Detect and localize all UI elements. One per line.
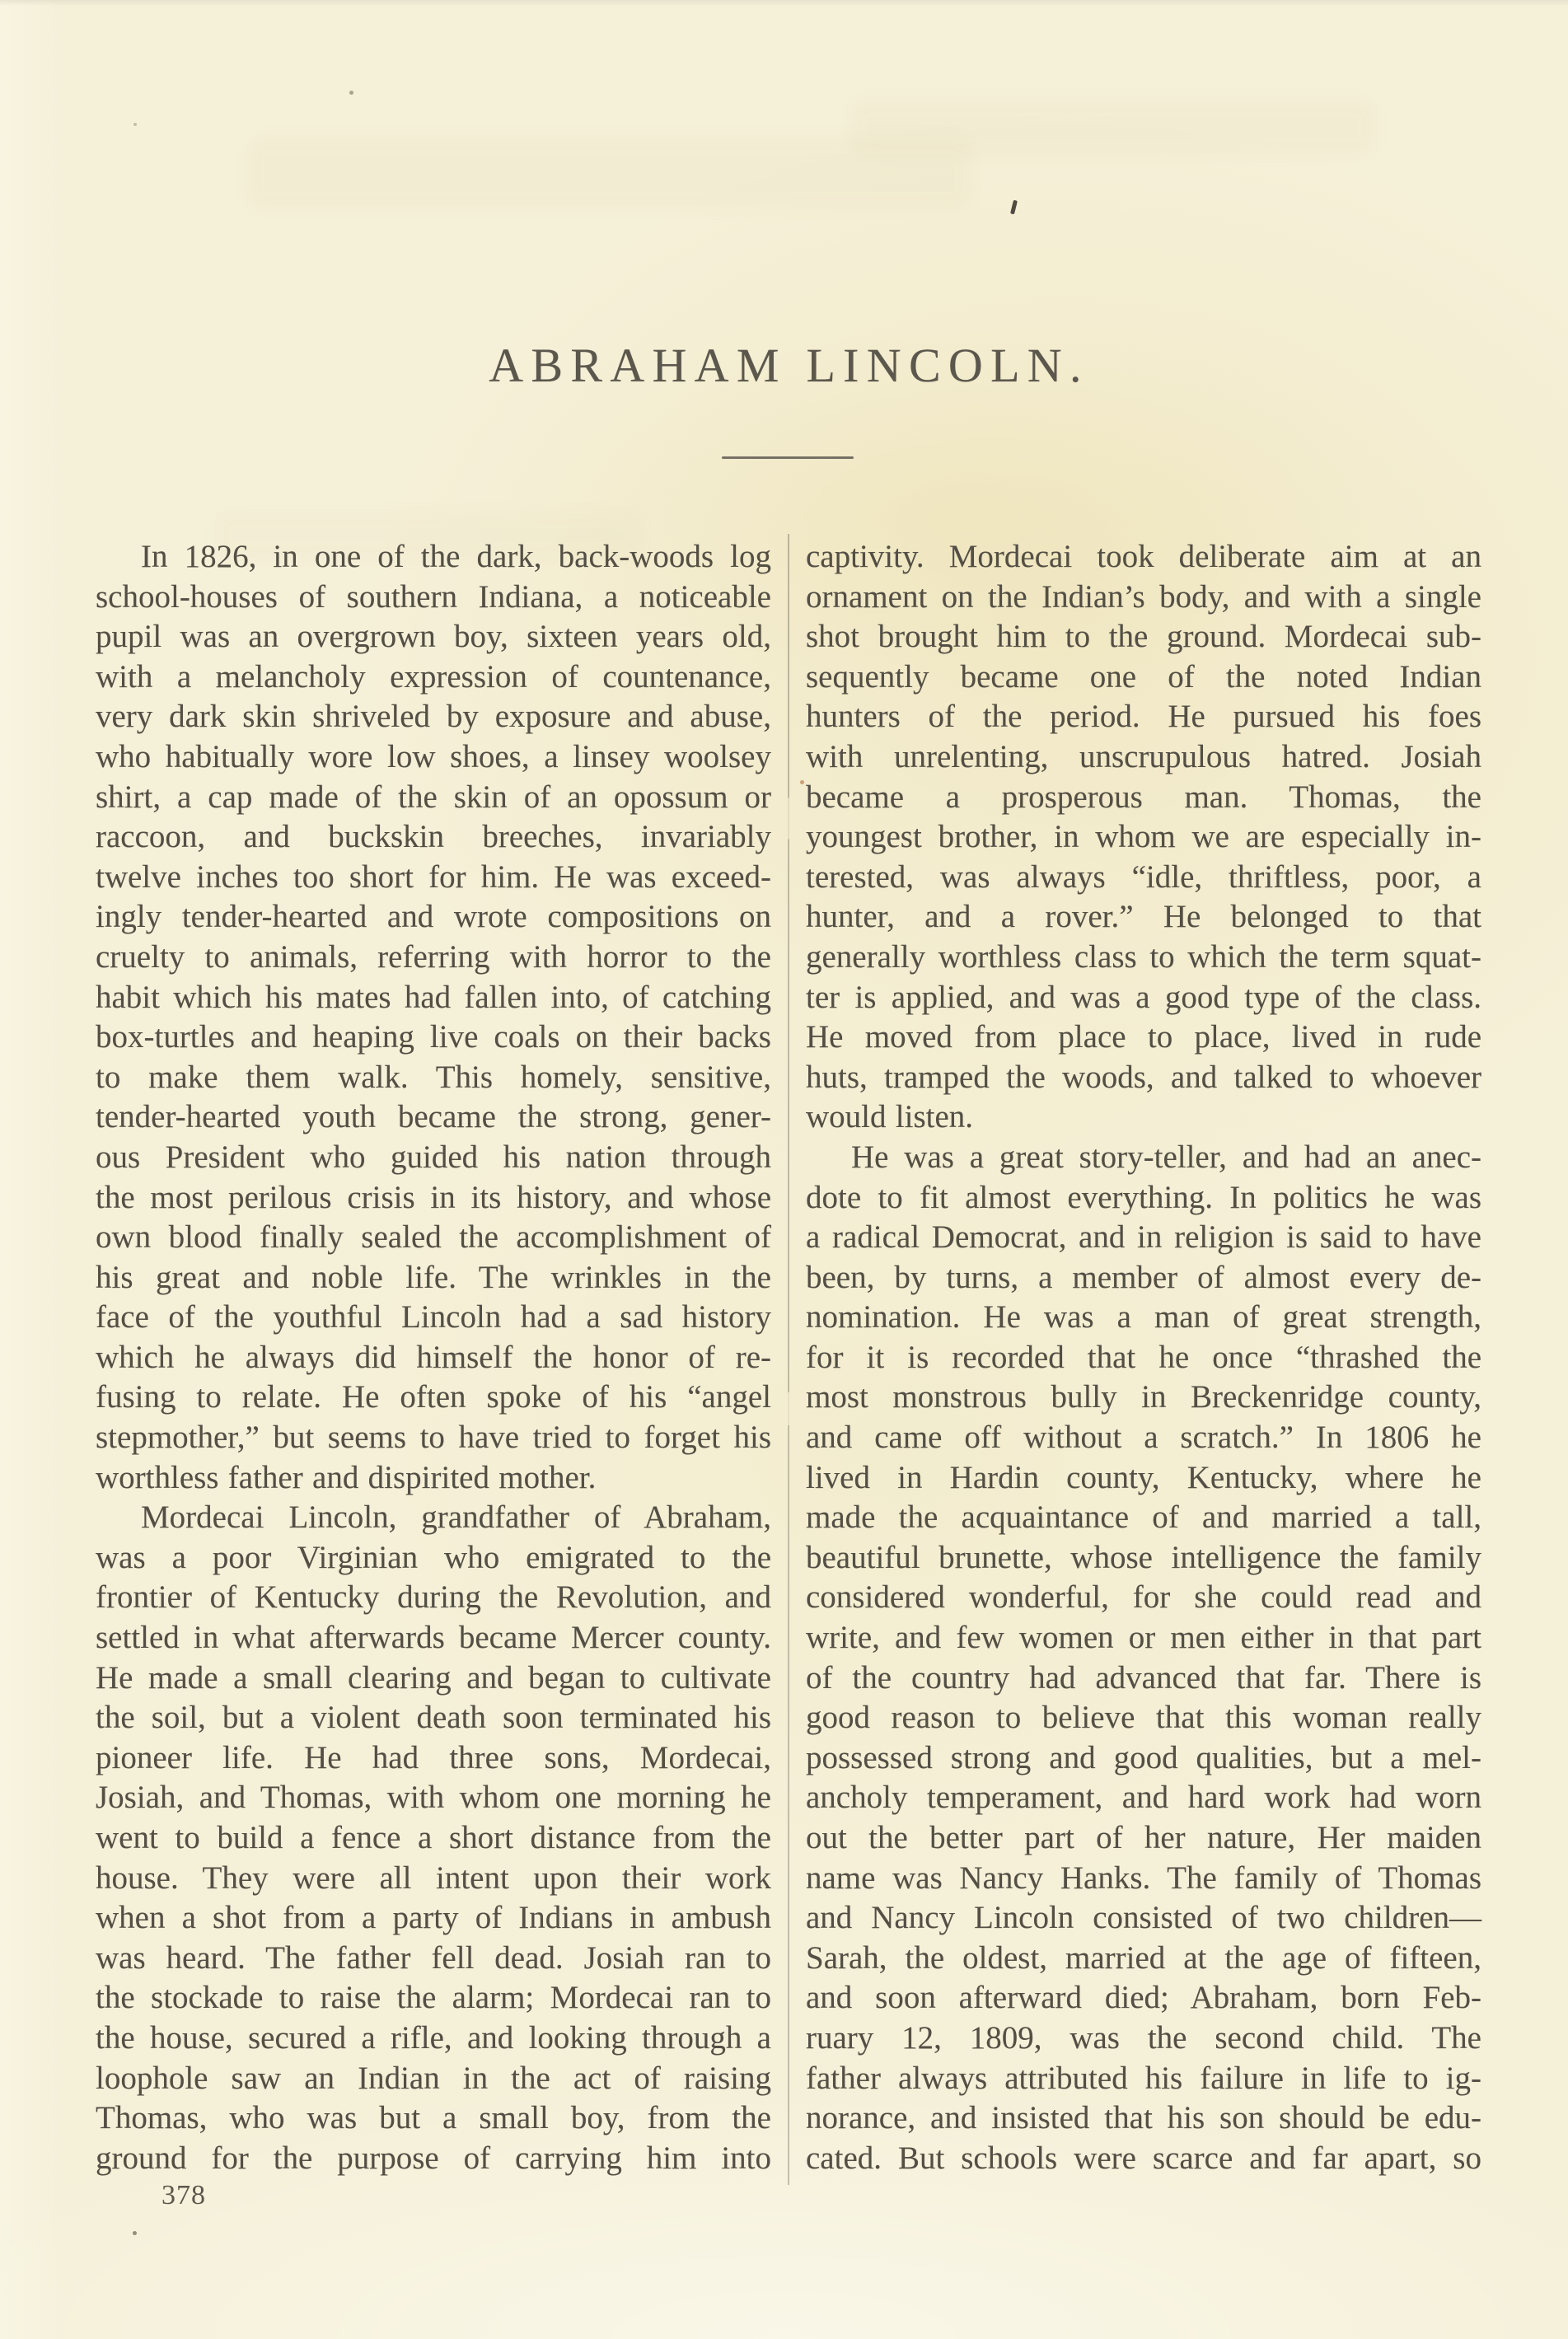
text-line: and soon afterward died; Abraham, born Feb- (806, 1980, 1481, 2016)
text-line: generally worthless class to which the term squat- (806, 938, 1481, 975)
text-line: He moved from place to place, lived in rude (806, 1019, 1481, 1055)
text-line: In 1826, in one of the dark, back-woods log (141, 539, 771, 574)
article-title: ABRAHAM LINCOLN. (489, 339, 1089, 392)
text-line: pupil was an overgrown boy, sixteen years old, (96, 619, 771, 655)
text-line: norance, and insisted that his son should be edu- (806, 2100, 1481, 2136)
text-line: who habitually wore low shoes, a linsey woolsey (96, 738, 771, 774)
text-line: became a prosperous man. Thomas, the (806, 779, 1481, 815)
text-line: made the acquaintance of and married a tall, (806, 1499, 1481, 1536)
text-line: tender-hearted youth became the strong, gener- (96, 1099, 771, 1135)
text-line: beautiful brunette, whose intelligence the family (806, 1539, 1481, 1575)
paper-speck (133, 123, 137, 126)
text-line: ornament on the Indian’s body, and with a single (806, 578, 1481, 615)
text-line: Thomas, who was but a small boy, from the (96, 2100, 771, 2136)
column-divider-rule (788, 534, 789, 2185)
text-line: ground for the purpose of carrying him into (96, 2140, 771, 2176)
text-line: Mordecai Lincoln, grandfather of Abraham, (141, 1499, 771, 1536)
text-line: frontier of Kentucky during the Revolution, and (96, 1579, 771, 1616)
text-line: terested, was always “idle, thriftless, poor, a (806, 858, 1481, 895)
text-line: was a poor Virginian who emigrated to the (96, 1539, 771, 1575)
text-line: He was a great story-teller, and had an anec- (851, 1139, 1481, 1175)
text-line: when a shot from a party of Indians in ambush (96, 1900, 771, 1936)
text-line: Josiah, and Thomas, with whom one morning he (96, 1780, 771, 1816)
paper-speck (800, 780, 804, 784)
text-line: father always attributed his failure in life to ig- (806, 2060, 1481, 2096)
text-line: sequently became one of the noted Indian (806, 658, 1481, 695)
paper-speck (133, 2231, 137, 2235)
text-line: been, by turns, a member of almost every de- (806, 1259, 1481, 1295)
text-line: his great and noble life. The wrinkles in the (96, 1259, 771, 1295)
text-line: a radical Democrat, and in religion is said to have (806, 1219, 1481, 1256)
text-line: ancholy temperament, and hard work had worn (806, 1780, 1481, 1816)
text-line: the most perilous crisis in its history, and whose (96, 1179, 771, 1215)
text-line: loophole saw an Indian in the act of raising (96, 2060, 771, 2096)
text-line: house. They were all intent upon their work (96, 1860, 771, 1896)
text-line: ous President who guided his nation through (96, 1139, 771, 1175)
show-through-smudge (849, 99, 1376, 157)
left-column (96, 537, 771, 2178)
text-line: raccoon, and buckskin breeches, invariably (96, 819, 771, 855)
text-line: very dark skin shriveled by exposure and abuse, (96, 699, 771, 735)
text-line: ingly tender-hearted and wrote compositions on (96, 899, 771, 935)
text-line: own blood finally sealed the accomplishment of (96, 1219, 771, 1256)
text-line: the soil, but a violent death soon terminated his (96, 1700, 771, 1736)
text-line: youngest brother, in whom we are especially in- (806, 819, 1481, 855)
title-rule (722, 456, 854, 459)
text-line: would listen. (806, 1099, 974, 1135)
text-line: the stockade to raise the alarm; Mordecai ran to (96, 1980, 771, 2016)
text-line: for it is recorded that he once “thrashed the (806, 1339, 1481, 1375)
text-line: with a melancholy expression of countenance, (96, 658, 771, 695)
text-line: hunter, and a rover.” He belonged to that (806, 899, 1481, 935)
text-line: twelve inches too short for him. He was exceed- (96, 858, 771, 895)
text-line: huts, tramped the woods, and talked to whoever (806, 1059, 1481, 1095)
text-line: of the country had advanced that far. There is (806, 1659, 1481, 1696)
text-line: name was Nancy Hanks. The family of Thomas (806, 1860, 1481, 1896)
text-line: the house, secured a rifle, and looking through a (96, 2019, 771, 2056)
text-line: Sarah, the oldest, married at the age of fifteen, (806, 1939, 1481, 1976)
text-line: settled in what afterwards became Mercer county. (96, 1620, 771, 1656)
text-line: went to build a fence a short distance from the (96, 1820, 771, 1855)
text-line: nomination. He was a man of great strength, (806, 1299, 1481, 1336)
text-line: cated. But schools were scarce and far apart, so (806, 2140, 1481, 2176)
text-line: ter is applied, and was a good type of the class. (806, 979, 1481, 1015)
text-line: school-houses of southern Indiana, a noticeable (96, 578, 771, 615)
right-column (806, 537, 1481, 2178)
text-line: pioneer life. He had three sons, Mordecai, (96, 1739, 771, 1775)
text-line: habit which his mates had fallen into, of catching (96, 979, 771, 1015)
text-line: box-turtles and heaping live coals on their backs (96, 1019, 771, 1055)
text-line: to make them walk. This homely, sensitive, (96, 1059, 771, 1095)
text-line: lived in Hardin county, Kentucky, where he (806, 1459, 1481, 1495)
text-line: fusing to relate. He often spoke of his “angel (96, 1379, 771, 1415)
text-line: worthless father and dispirited mother. (96, 1459, 597, 1495)
text-line: captivity. Mordecai took deliberate aim at an (806, 539, 1481, 574)
text-line: was heard. The father fell dead. Josiah ran to (96, 1939, 771, 1976)
text-line: considered wonderful, for she could read and (806, 1579, 1481, 1616)
text-line: which he always did himself the honor of re- (96, 1339, 771, 1375)
text-line: possessed strong and good qualities, but a mel- (806, 1739, 1481, 1775)
text-line: stepmother,” but seems to have tried to forget his (96, 1420, 771, 1456)
text-line: most monstrous bully in Breckenridge county, (806, 1379, 1481, 1415)
paper-speck (349, 91, 353, 95)
text-line: shot brought him to the ground. Mordecai sub- (806, 619, 1481, 655)
text-line: dote to fit almost everything. In politics he was (806, 1179, 1481, 1215)
text-line: out the better part of her nature, Her maiden (806, 1820, 1481, 1855)
text-line: write, and few women or men either in that part (806, 1620, 1481, 1656)
text-line: good reason to believe that this woman really (806, 1700, 1481, 1736)
text-line: and came off without a scratch.” In 1806 he (806, 1420, 1481, 1456)
text-line: cruelty to animals, referring with horror to the (96, 938, 771, 975)
text-line: with unrelenting, unscrupulous hatred. Josiah (806, 738, 1481, 774)
text-line: and Nancy Lincoln consisted of two children— (806, 1900, 1481, 1936)
text-line: He made a small clearing and began to cultivate (96, 1659, 771, 1696)
text-line: shirt, a cap made of the skin of an opossum or (96, 779, 771, 815)
text-line: ruary 12, 1809, was the second child. The (806, 2019, 1481, 2056)
text-line: face of the youthful Lincoln had a sad history (96, 1299, 771, 1336)
text-line: hunters of the period. He pursued his foes (806, 699, 1481, 735)
page-number: 378 (161, 2180, 207, 2210)
stray-ink-mark (1010, 200, 1018, 215)
